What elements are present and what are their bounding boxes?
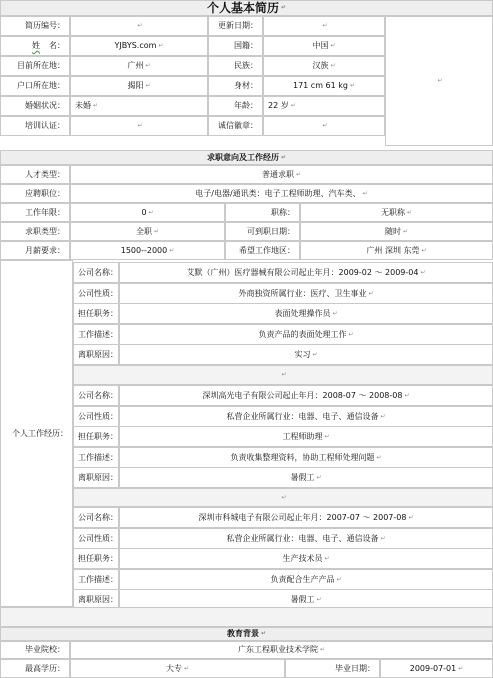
paragraph-mark: ↵ xyxy=(322,22,328,29)
cert-label-text: 培训认证： xyxy=(25,121,65,130)
job-2-reason-label-text: 离职原因： xyxy=(78,472,118,482)
name-value xyxy=(70,36,208,56)
honesty-value xyxy=(263,116,385,136)
job-1-reason-value xyxy=(119,344,493,365)
body-label xyxy=(208,76,263,96)
resume-title-text: 个人基本简历 xyxy=(206,1,279,15)
job-title-label xyxy=(225,203,300,222)
paragraph-mark: ↵ xyxy=(290,102,296,109)
paragraph-mark: ↵ xyxy=(380,412,386,420)
apply-position-value xyxy=(70,184,493,203)
job-1-position-value xyxy=(119,303,493,324)
hukou-label-text: 户口所在地： xyxy=(17,81,65,90)
job-gap-1 xyxy=(73,365,493,385)
job-title-value xyxy=(300,203,493,222)
area-value xyxy=(300,241,493,260)
apply-position-value-text: 电子/电器/通讯类：电子工程师助理、汽车类、 xyxy=(195,188,361,198)
job-1-position-label-text: 担任职务： xyxy=(78,308,118,318)
grad-date-value-text: 2009-07-01 xyxy=(409,663,457,673)
experience-label-text: 个人工作经历： xyxy=(12,428,68,438)
update-date-value xyxy=(263,16,385,36)
apply-position-label-text: 应聘职位： xyxy=(25,188,65,198)
job-3-company-value-text: 深圳市科城电子有限公司起止年月：2007-07 ～ 2007-08 xyxy=(198,512,407,522)
talent-type-value xyxy=(70,165,493,184)
job-1-description-label-text: 工作描述： xyxy=(78,329,118,339)
job-2-position-label xyxy=(73,426,119,447)
paragraph-mark: ↵ xyxy=(408,513,414,521)
marital-label xyxy=(0,96,70,116)
job-2-company-value-text: 深圳高光电子有限公司起止年月：2008-07 ～ 2008-08 xyxy=(202,390,403,400)
job-2-company-value xyxy=(119,385,493,406)
honesty-label-text: 诚信徽章： xyxy=(218,121,258,130)
hukou-value xyxy=(70,76,208,96)
school-value xyxy=(70,641,493,659)
job-2-nature-label-text: 公司性质： xyxy=(78,411,118,421)
paragraph-mark: ↵ xyxy=(349,82,355,89)
job-1-company-value xyxy=(119,262,493,283)
resume-no-label xyxy=(0,16,70,36)
honesty-label xyxy=(208,116,263,136)
job-3-description-label xyxy=(73,569,119,590)
education-header-text: 教育背景 xyxy=(226,629,259,638)
intent-header-text: 求职意向及工作经历 xyxy=(206,152,279,162)
residence-value xyxy=(70,56,208,76)
job-3-reason-label-text: 离职原因： xyxy=(78,594,118,604)
work-years-value xyxy=(70,203,225,222)
job-3-position-value-text: 生产技术员 xyxy=(282,553,323,563)
residence-label-text: 目前所在地： xyxy=(17,61,65,70)
job-2-nature-value xyxy=(119,406,493,427)
name-label xyxy=(0,36,70,56)
job-2-position-value xyxy=(119,426,493,447)
paragraph-mark: ↵ xyxy=(458,664,464,672)
hukou-value-text: 揭阳 xyxy=(127,81,144,90)
cert-value xyxy=(70,116,208,136)
resume-no-label-text: 简历编号： xyxy=(25,21,65,30)
paragraph-mark: ↵ xyxy=(280,4,287,11)
work-years-label xyxy=(0,203,70,222)
name-label-first: 姓 xyxy=(32,41,40,50)
nationality-value-text: 中国 xyxy=(312,41,329,50)
degree-value xyxy=(70,659,285,678)
job-type-label-text: 求职类型： xyxy=(25,226,65,236)
paragraph-mark: ↵ xyxy=(437,77,443,84)
paragraph-mark: ↵ xyxy=(324,554,330,562)
job-2-description-label xyxy=(73,447,119,468)
paragraph-mark: ↵ xyxy=(281,371,287,378)
job-3-nature-label-text: 公司性质： xyxy=(78,533,118,543)
job-1-reason-label xyxy=(73,344,119,365)
paragraph-mark: ↵ xyxy=(406,208,413,216)
job-type-value-text: 全职 xyxy=(135,226,152,236)
update-date-label xyxy=(208,16,263,36)
job-1-description-value xyxy=(119,324,493,345)
job-3-reason-value-text: 暑假工 xyxy=(290,594,315,604)
start-date-label xyxy=(225,222,300,241)
job-2-reason-value-text: 暑假工 xyxy=(290,472,315,482)
degree-value-text: 大专 xyxy=(165,663,182,673)
paragraph-mark: ↵ xyxy=(404,391,410,399)
job-2-company-label-text: 公司名称： xyxy=(78,390,118,400)
job-3-description-label-text: 工作描述： xyxy=(78,574,118,584)
ethnicity-label-text: 民族： xyxy=(234,61,258,70)
grad-date-value xyxy=(380,659,493,678)
body-value xyxy=(263,76,385,96)
paragraph-mark: ↵ xyxy=(93,102,99,109)
job-1-position-label xyxy=(73,303,119,324)
salary-value-text: 1500--2000 xyxy=(120,245,168,255)
start-date-value-text: 随时 xyxy=(384,226,401,236)
degree-label xyxy=(0,659,70,678)
job-2-reason-value xyxy=(119,467,493,488)
body-label-text: 身材： xyxy=(234,81,258,90)
job-1-company-label xyxy=(73,262,119,283)
salary-value xyxy=(70,241,225,260)
marital-value xyxy=(70,96,208,116)
area-label-text: 希望工作地区： xyxy=(239,245,295,255)
talent-type-label xyxy=(0,165,70,184)
paragraph-mark: ↵ xyxy=(145,82,151,89)
job-2-description-value xyxy=(119,447,493,468)
marital-value-text: 未婚 xyxy=(75,101,91,110)
paragraph-mark: ↵ xyxy=(145,62,151,69)
grad-date-label xyxy=(285,659,380,678)
paragraph-mark: ↵ xyxy=(420,268,426,276)
paragraph-mark: ↵ xyxy=(295,170,302,178)
job-type-label xyxy=(0,222,70,241)
work-years-label-text: 工作年限： xyxy=(25,207,65,217)
job-title-label-text: 职称： xyxy=(271,207,295,217)
paragraph-mark: ↵ xyxy=(319,646,326,653)
area-label xyxy=(225,241,300,260)
job-3-company-value xyxy=(119,507,493,528)
paragraph-mark: ↵ xyxy=(421,246,427,254)
job-2-company-label xyxy=(73,385,119,406)
job-1-reason-label-text: 离职原因： xyxy=(78,349,118,359)
job-1-nature-value-text: 外商独资所属行业：医疗、卫生事业 xyxy=(238,288,367,298)
school-label-text: 毕业院校： xyxy=(25,645,65,654)
paragraph-mark: ↵ xyxy=(402,227,409,235)
job-3-position-value xyxy=(119,548,493,569)
job-3-nature-value xyxy=(119,528,493,549)
paragraph-mark: ↵ xyxy=(368,289,374,297)
residence-label xyxy=(0,56,70,76)
experience-label xyxy=(0,260,73,607)
job-title-value-text: 无职称 xyxy=(380,207,405,217)
body-value-text: 171 cm 61 kg xyxy=(292,81,348,90)
job-3-position-label xyxy=(73,548,119,569)
age-label xyxy=(208,96,263,116)
job-1-description-value-text: 负责产品的表面处理工作 xyxy=(258,329,347,339)
resume-no-value xyxy=(70,16,208,36)
start-date-label-text: 可到职日期： xyxy=(247,226,295,236)
salary-label xyxy=(0,241,70,260)
paragraph-mark: ↵ xyxy=(380,534,386,542)
talent-type-label-text: 人才类型： xyxy=(25,169,65,179)
paragraph-mark: ↵ xyxy=(322,122,328,129)
job-1-company-value-text: 艾默（广州）医疗器械有限公司起止年月：2009-02 ～ 2009-04 xyxy=(186,267,419,277)
salary-label-text: 月薪要求： xyxy=(25,245,65,255)
marital-label-text: 婚姻状况： xyxy=(25,101,65,110)
paragraph-mark: ↵ xyxy=(260,630,267,637)
job-1-company-label-text: 公司名称： xyxy=(78,267,118,277)
grad-date-label-text: 毕业日期： xyxy=(335,663,375,673)
job-gap-2 xyxy=(73,488,493,507)
paragraph-mark: ↵ xyxy=(324,432,330,440)
resume-title xyxy=(0,0,493,16)
paragraph-mark: ↵ xyxy=(316,473,322,481)
job-3-company-label xyxy=(73,507,119,528)
apply-position-label xyxy=(0,184,70,203)
paragraph-mark: ↵ xyxy=(330,62,336,69)
job-2-nature-value-text: 私营企业所属行业：电器、电子、通信设备 xyxy=(226,411,379,421)
job-3-description-value xyxy=(119,569,493,590)
job-2-reason-label xyxy=(73,467,119,488)
education-header xyxy=(0,627,493,641)
job-type-value xyxy=(70,222,225,241)
job-2-position-value-text: 工程师助理 xyxy=(282,431,323,441)
paragraph-mark: ↵ xyxy=(316,595,322,603)
paragraph-mark: ↵ xyxy=(148,208,154,216)
paragraph-mark: ↵ xyxy=(137,122,143,129)
section-gap xyxy=(0,607,493,627)
job-1-nature-value xyxy=(119,283,493,304)
ethnicity-label xyxy=(208,56,263,76)
job-3-description-value-text: 负责配合生产产品 xyxy=(270,574,335,584)
start-date-value xyxy=(300,222,493,241)
job-3-nature-label xyxy=(73,528,119,549)
paragraph-mark: ↵ xyxy=(183,664,190,672)
photo-area xyxy=(385,16,493,146)
update-date-label-text: 更新日期： xyxy=(218,21,258,30)
nationality-value xyxy=(263,36,385,56)
job-2-description-label-text: 工作描述： xyxy=(78,452,118,462)
name-label-second: 名： xyxy=(49,41,65,50)
paragraph-mark: ↵ xyxy=(281,493,287,501)
nationality-label-text: 国籍： xyxy=(234,41,258,50)
paragraph-mark: ↵ xyxy=(312,350,318,358)
paragraph-mark: ↵ xyxy=(158,42,164,49)
paragraph-mark: ↵ xyxy=(336,575,342,583)
work-years-value-text: 0 xyxy=(141,207,147,217)
paragraph-mark: ↵ xyxy=(137,22,143,29)
paragraph-mark: ↵ xyxy=(332,309,338,317)
age-label-text: 年龄： xyxy=(234,101,258,110)
job-3-company-label-text: 公司名称： xyxy=(78,512,118,522)
paragraph-mark: ↵ xyxy=(153,227,160,235)
job-2-position-label-text: 担任职务： xyxy=(78,431,118,441)
cert-label xyxy=(0,116,70,136)
job-1-reason-value-text: 实习 xyxy=(294,349,311,359)
job-2-nature-label xyxy=(73,406,119,427)
paragraph-mark: ↵ xyxy=(330,42,336,49)
paragraph-mark: ↵ xyxy=(362,189,368,197)
hukou-label xyxy=(0,76,70,96)
paragraph-mark: ↵ xyxy=(376,453,382,461)
age-value xyxy=(263,96,385,116)
school-value-text: 广东工程职业技术学院 xyxy=(237,645,318,654)
age-value-text: 22 岁 xyxy=(268,101,289,110)
school-label xyxy=(0,641,70,659)
job-1-description-label xyxy=(73,324,119,345)
paragraph-mark: ↵ xyxy=(169,246,175,254)
area-value-text: 广州 深圳 东莞 xyxy=(366,245,420,255)
talent-type-value-text: 普通求职 xyxy=(261,169,294,179)
ethnicity-value-text: 汉族 xyxy=(312,61,329,70)
job-1-nature-label xyxy=(73,283,119,304)
job-3-position-label-text: 担任职务： xyxy=(78,553,118,563)
job-1-position-value-text: 表面处理操作员 xyxy=(274,308,331,318)
residence-value-text: 广州 xyxy=(127,61,144,70)
job-2-description-value-text: 负责收集整理资料，协助工程师处理问题 xyxy=(230,452,375,462)
name-value-text: YJBYS.com xyxy=(114,41,157,50)
job-3-nature-value-text: 私营企业所属行业：电器、电子、通信设备 xyxy=(226,533,379,543)
paragraph-mark: ↵ xyxy=(348,330,354,338)
paragraph-mark: ↵ xyxy=(280,153,287,161)
degree-label-text: 最高学历： xyxy=(25,663,65,673)
nationality-label xyxy=(208,36,263,56)
ethnicity-value xyxy=(263,56,385,76)
intent-header xyxy=(0,150,493,165)
job-1-nature-label-text: 公司性质： xyxy=(78,288,118,298)
